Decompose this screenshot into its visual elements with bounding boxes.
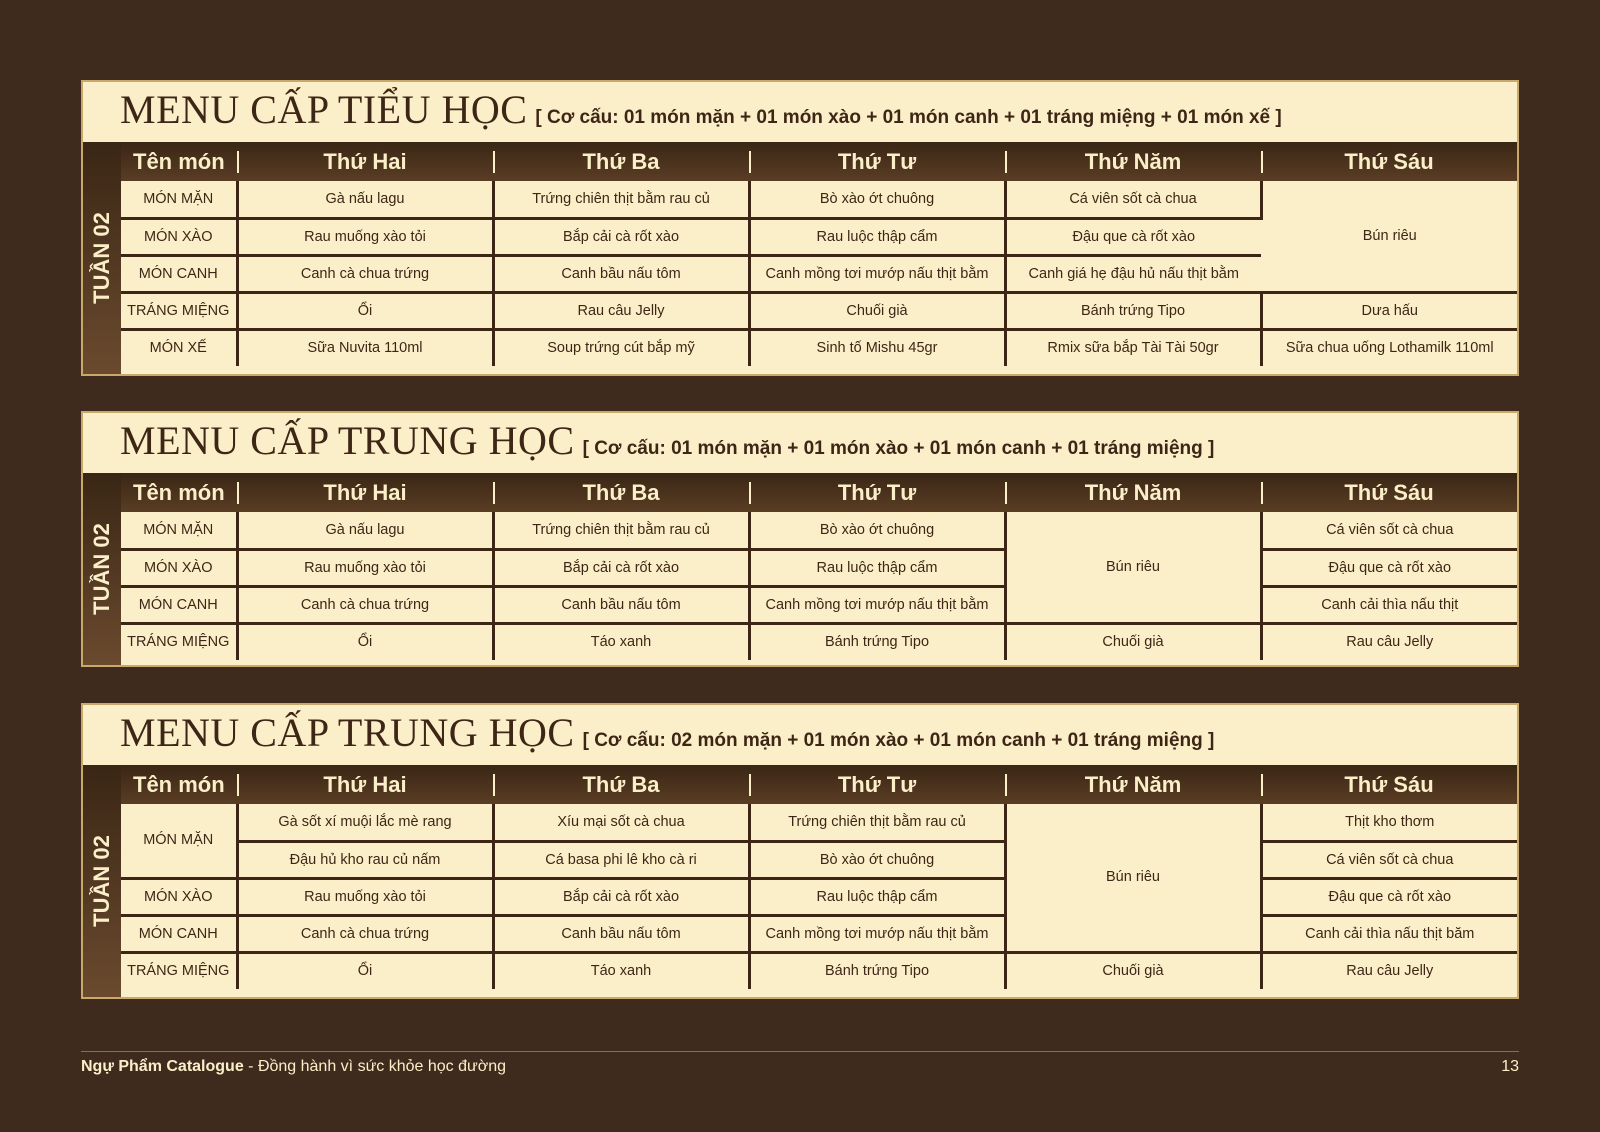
table-cell: Canh cải thìa nấu thịt xyxy=(1261,586,1517,623)
header-row xyxy=(121,765,1517,804)
table-cell: Cá viên sốt cà chua xyxy=(1005,181,1261,218)
row-label: MÓN XÀO xyxy=(121,218,237,255)
table-cell: Gà sốt xí muội lắc mè rang xyxy=(237,804,493,841)
table-row xyxy=(121,841,1517,878)
table-row xyxy=(121,549,1517,586)
table-cell: Dưa hấu xyxy=(1261,292,1517,329)
col-header-wed: Thứ Tư xyxy=(749,473,1005,512)
table-row xyxy=(121,512,1517,549)
menu-header xyxy=(83,413,1517,473)
menu-primary xyxy=(81,80,1519,376)
table-cell: Bánh trứng Tipo xyxy=(749,952,1005,989)
table-cell: Canh cà chua trứng xyxy=(237,255,493,292)
menu-subtitle: [ Cơ cấu: 02 món mặn + 01 món xào + 01 món canh + 01 tráng miệng ] xyxy=(582,730,1215,751)
col-header-tue: Thứ Ba xyxy=(493,473,749,512)
table-cell: Chuối già xyxy=(1005,623,1261,660)
table-cell: Trứng chiên thịt bằm rau củ xyxy=(749,804,1005,841)
table-cell: Rau câu Jelly xyxy=(493,292,749,329)
table-row xyxy=(121,292,1517,329)
table-cell: Cá viên sốt cà chua xyxy=(1261,512,1517,549)
table-cell: Cá viên sốt cà chua xyxy=(1261,841,1517,878)
table-cell: Canh mồng tơi mướp nấu thịt bằm xyxy=(749,915,1005,952)
table-cell: Rau muống xào tỏi xyxy=(237,878,493,915)
table-cell: Đậu que cà rốt xào xyxy=(1261,878,1517,915)
col-header-mon: Thứ Hai xyxy=(237,142,493,181)
menu-subtitle: [ Cơ cấu: 01 món mặn + 01 món xào + 01 món canh + 01 tráng miệng + 01 món xế ] xyxy=(535,107,1282,128)
footer-text xyxy=(81,1058,506,1076)
table-cell: Ổi xyxy=(237,623,493,660)
table-row xyxy=(121,952,1517,989)
row-label: MÓN XẾ xyxy=(121,329,237,366)
page-number: 13 xyxy=(1501,1058,1519,1075)
table-row xyxy=(121,329,1517,366)
table-row xyxy=(121,878,1517,915)
table-cell: Canh cà chua trứng xyxy=(237,586,493,623)
table-cell: Canh bầu nấu tôm xyxy=(493,255,749,292)
table-cell: Canh giá hẹ đậu hủ nấu thịt bằm xyxy=(1005,255,1261,292)
table-cell: Canh mồng tơi mướp nấu thịt bằm xyxy=(749,255,1005,292)
menu-secondary-1 xyxy=(81,411,1519,667)
menu-header xyxy=(83,705,1517,765)
merged-cell: Bún riêu xyxy=(1005,804,1261,952)
col-header-tue: Thứ Ba xyxy=(493,765,749,804)
table-row xyxy=(121,181,1517,218)
table-cell: Gà nấu lagu xyxy=(237,512,493,549)
table-cell: Ổi xyxy=(237,292,493,329)
row-label: MÓN MẶN xyxy=(121,804,237,878)
table-cell: Canh bầu nấu tôm xyxy=(493,915,749,952)
table-cell: Bò xào ớt chuông xyxy=(749,181,1005,218)
table-cell: Gà nấu lagu xyxy=(237,181,493,218)
table-cell: Canh mồng tơi mướp nấu thịt bằm xyxy=(749,586,1005,623)
menu-title: MENU CẤP TIỂU HỌC [ Cơ cấu: 01 món mặn + 01 món xào + 01 món canh + 01 tráng miệng + 01 món xế ] xyxy=(120,87,1282,132)
table-cell: Sữa Nuvita 110ml xyxy=(237,329,493,366)
table-cell: Bắp cải cà rốt xào xyxy=(493,878,749,915)
col-header-thu: Thứ Năm xyxy=(1005,765,1261,804)
menu-title: MENU CẤP TRUNG HỌC [ Cơ cấu: 02 món mặn + 01 món xào + 01 món canh + 01 tráng miệng ] xyxy=(120,710,1215,755)
table-cell: Bắp cải cà rốt xào xyxy=(493,218,749,255)
col-header-name: Tên món xyxy=(121,765,237,804)
week-label: TUẦN 02 xyxy=(89,835,114,927)
week-tab xyxy=(83,473,121,665)
table-cell: Đậu hủ kho rau củ nấm xyxy=(237,841,493,878)
col-header-wed: Thứ Tư xyxy=(749,765,1005,804)
merged-cell: Bún riêu xyxy=(1005,512,1261,623)
menu-secondary-2 xyxy=(81,703,1519,999)
row-label: TRÁNG MIỆNG xyxy=(121,952,237,989)
table-cell: Rau muống xào tỏi xyxy=(237,549,493,586)
col-header-thu: Thứ Năm xyxy=(1005,142,1261,181)
table-cell: Rau luộc thập cẩm xyxy=(749,218,1005,255)
col-header-fri: Thứ Sáu xyxy=(1261,142,1517,181)
footer-tagline: - Đồng hành vì sức khỏe học đường xyxy=(243,1058,506,1075)
table-cell: Rmix sữa bắp Tài Tài 50gr xyxy=(1005,329,1261,366)
header-row xyxy=(121,142,1517,181)
menu-table xyxy=(121,142,1517,366)
menu-title: MENU CẤP TRUNG HỌC [ Cơ cấu: 01 món mặn + 01 món xào + 01 món canh + 01 tráng miệng ] xyxy=(120,418,1215,463)
table-cell: Táo xanh xyxy=(493,952,749,989)
footer-divider xyxy=(81,1051,1519,1052)
row-label: TRÁNG MIỆNG xyxy=(121,623,237,660)
table-cell: Bánh trứng Tipo xyxy=(1005,292,1261,329)
table-row xyxy=(121,804,1517,841)
table-cell: Xíu mại sốt cà chua xyxy=(493,804,749,841)
table-cell: Táo xanh xyxy=(493,623,749,660)
table-cell: Chuối già xyxy=(1005,952,1261,989)
table-row xyxy=(121,623,1517,660)
footer-brand: Ngự Phẩm Catalogue xyxy=(81,1058,244,1075)
table-cell: Canh bầu nấu tôm xyxy=(493,586,749,623)
table-cell: Bò xào ớt chuông xyxy=(749,512,1005,549)
col-header-wed: Thứ Tư xyxy=(749,142,1005,181)
table-cell: Chuối già xyxy=(749,292,1005,329)
col-header-mon: Thứ Hai xyxy=(237,765,493,804)
row-label: MÓN XÀO xyxy=(121,549,237,586)
table-row xyxy=(121,586,1517,623)
row-label: MÓN CANH xyxy=(121,586,237,623)
menu-table xyxy=(121,473,1517,660)
table-cell: Bánh trứng Tipo xyxy=(749,623,1005,660)
row-label: MÓN CANH xyxy=(121,915,237,952)
col-header-tue: Thứ Ba xyxy=(493,142,749,181)
table-cell: Bò xào ớt chuông xyxy=(749,841,1005,878)
table-cell: Bắp cải cà rốt xào xyxy=(493,549,749,586)
col-header-fri: Thứ Sáu xyxy=(1261,473,1517,512)
table-cell: Trứng chiên thịt bằm rau củ xyxy=(493,181,749,218)
col-header-name: Tên món xyxy=(121,142,237,181)
menu-table xyxy=(121,765,1517,989)
row-label: MÓN XÀO xyxy=(121,878,237,915)
week-label: TUẦN 02 xyxy=(89,212,114,304)
table-cell: Rau luộc thập cẩm xyxy=(749,878,1005,915)
table-cell: Canh cải thìa nấu thịt băm xyxy=(1261,915,1517,952)
row-label: MÓN MẶN xyxy=(121,181,237,218)
table-cell: Thịt kho thơm xyxy=(1261,804,1517,841)
menu-subtitle: [ Cơ cấu: 01 món mặn + 01 món xào + 01 món canh + 01 tráng miệng ] xyxy=(582,438,1215,459)
row-label: MÓN MẶN xyxy=(121,512,237,549)
merged-cell: Bún riêu xyxy=(1261,181,1517,292)
table-cell: Đậu que cà rốt xào xyxy=(1261,549,1517,586)
week-tab xyxy=(83,765,121,997)
header-row xyxy=(121,473,1517,512)
col-header-thu: Thứ Năm xyxy=(1005,473,1261,512)
table-row xyxy=(121,915,1517,952)
table-cell: Cá basa phi lê kho cà ri xyxy=(493,841,749,878)
table-cell: Canh cà chua trứng xyxy=(237,915,493,952)
table-cell: Rau luộc thập cẩm xyxy=(749,549,1005,586)
week-tab xyxy=(83,142,121,374)
menu-header xyxy=(83,82,1517,142)
table-cell: Sinh tố Mishu 45gr xyxy=(749,329,1005,366)
table-cell: Sữa chua uống Lothamilk 110ml xyxy=(1261,329,1517,366)
table-cell: Đậu que cà rốt xào xyxy=(1005,218,1261,255)
col-header-name: Tên món xyxy=(121,473,237,512)
table-cell: Soup trứng cút bắp mỹ xyxy=(493,329,749,366)
table-cell: Rau câu Jelly xyxy=(1261,952,1517,989)
col-header-fri: Thứ Sáu xyxy=(1261,765,1517,804)
row-label: MÓN CANH xyxy=(121,255,237,292)
table-cell: Ổi xyxy=(237,952,493,989)
table-cell: Trứng chiên thịt bằm rau củ xyxy=(493,512,749,549)
table-cell: Rau muống xào tỏi xyxy=(237,218,493,255)
col-header-mon: Thứ Hai xyxy=(237,473,493,512)
week-label: TUẦN 02 xyxy=(89,523,114,615)
table-cell: Rau câu Jelly xyxy=(1261,623,1517,660)
row-label: TRÁNG MIỆNG xyxy=(121,292,237,329)
